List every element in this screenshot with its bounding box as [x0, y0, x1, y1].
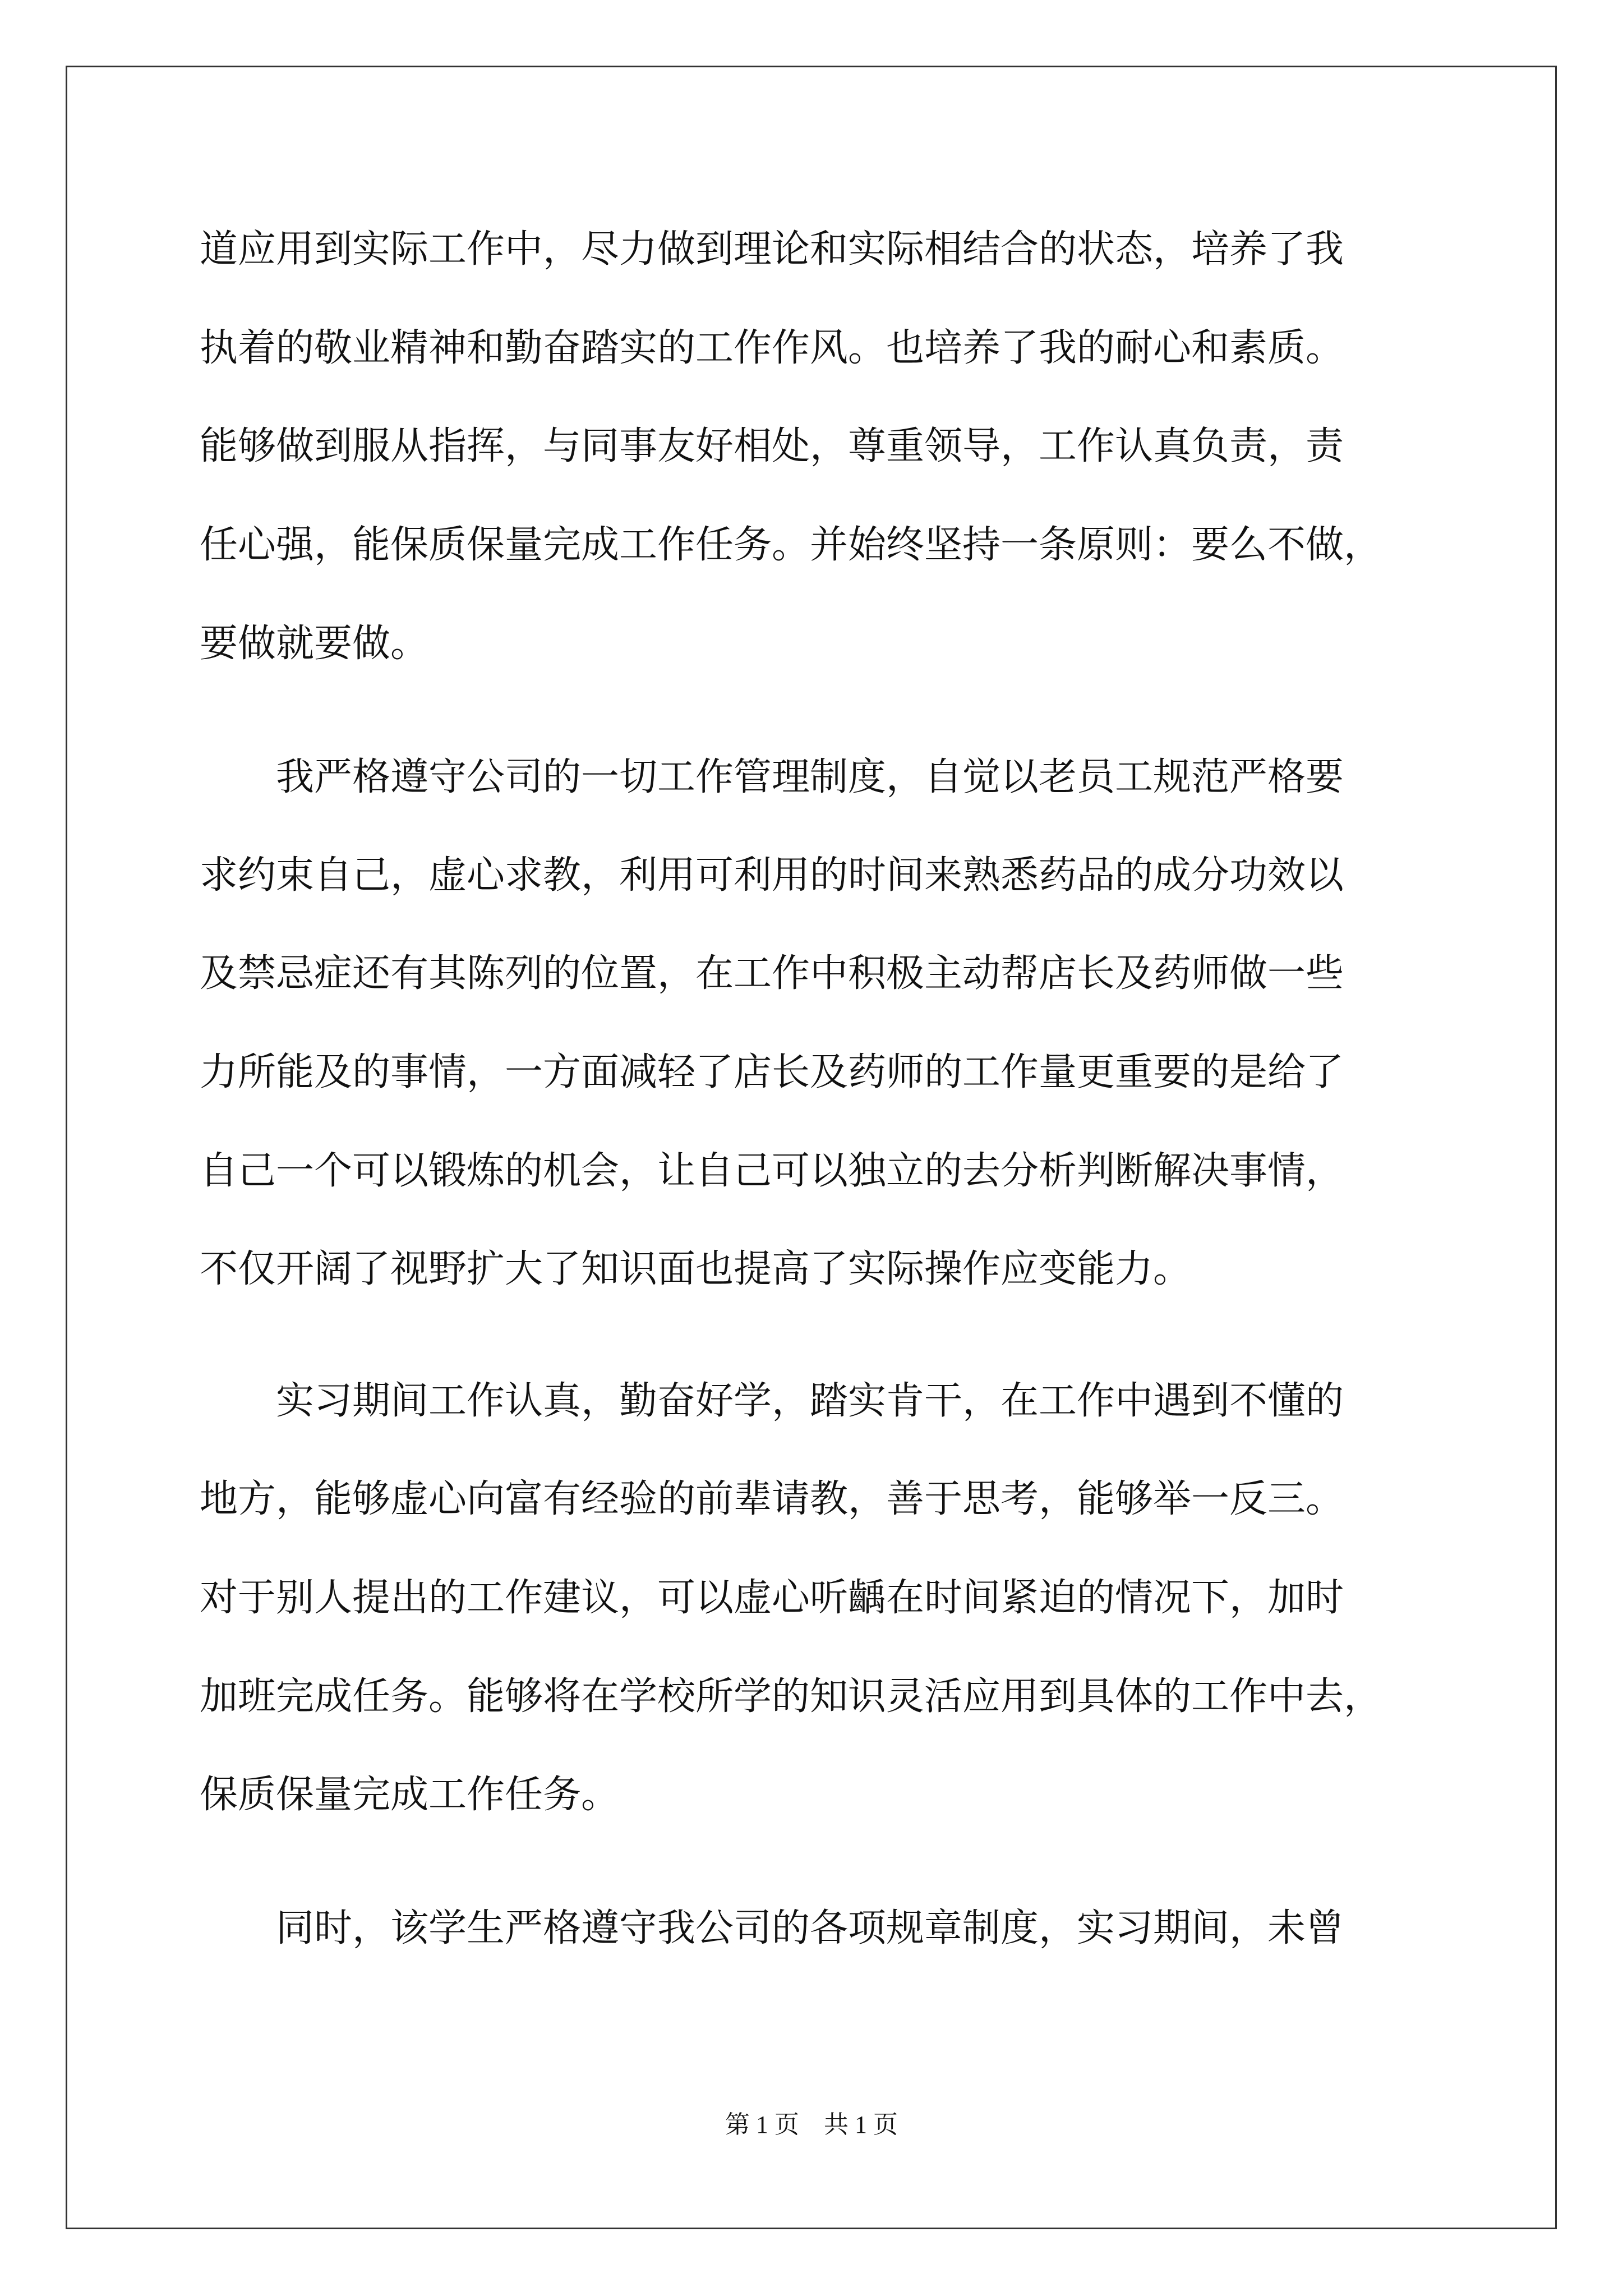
body-line: 道应用到实际工作中，尽力做到理论和实际相结合的状态，培养了我: [200, 227, 1344, 272]
body-line: 保质保量完成工作任务。: [200, 1773, 620, 1817]
body-line: 地方，能够虚心向富有经验的前辈请教，善于思考，能够举一反三。: [200, 1477, 1344, 1521]
body-line: 对于别人提出的工作建议，可以虚心听齲在时间紧迫的情况下，加时: [200, 1576, 1344, 1620]
paragraph-start-line: 实习期间工作认真，勤奋好学，踏实肯干，在工作中遇到不懂的: [200, 1379, 1344, 1423]
body-line: 及禁忌症还有其陈列的位置，在工作中积极主动帮店长及药师做一些: [200, 951, 1344, 996]
body-line: 不仅开阔了视野扩大了知识面也提高了实际操作应变能力。: [200, 1247, 1192, 1291]
paragraph-start-line: 我严格遵守公司的一切工作管理制度，自觉以老员工规范严格要: [200, 755, 1344, 799]
paragraph-start-line: 同时，该学生严格遵守我公司的各项规章制度，实习期间，未曾: [200, 1906, 1344, 1950]
page-number-footer: 第 1 页 共 1 页: [725, 2111, 898, 2138]
body-line: 能够做到服从指挥，与同事友好相处，尊重领导，工作认真负责，责: [200, 424, 1344, 468]
body-line: 力所能及的事情，一方面减轻了店长及药师的工作量更重要的是给了: [200, 1050, 1344, 1094]
body-line: 加班完成任务。能够将在学校所学的知识灵活应用到具体的工作中去，: [200, 1674, 1382, 1719]
body-line: 任心强，能保质保量完成工作任务。并始终坚持一条原则：要么不做，: [200, 523, 1382, 567]
body-line: 要做就要做。: [200, 622, 429, 666]
body-line: 求约束自己，虚心求教，利用可利用的时间来熟悉药品的成分功效以: [200, 853, 1344, 898]
body-line: 执着的敬业精神和勤奋踏实的工作作风。也培养了我的耐心和素质。: [200, 326, 1344, 370]
body-line: 自己一个可以锻炼的机会，让自己可以独立的去分析判断解决事情，: [200, 1149, 1344, 1193]
